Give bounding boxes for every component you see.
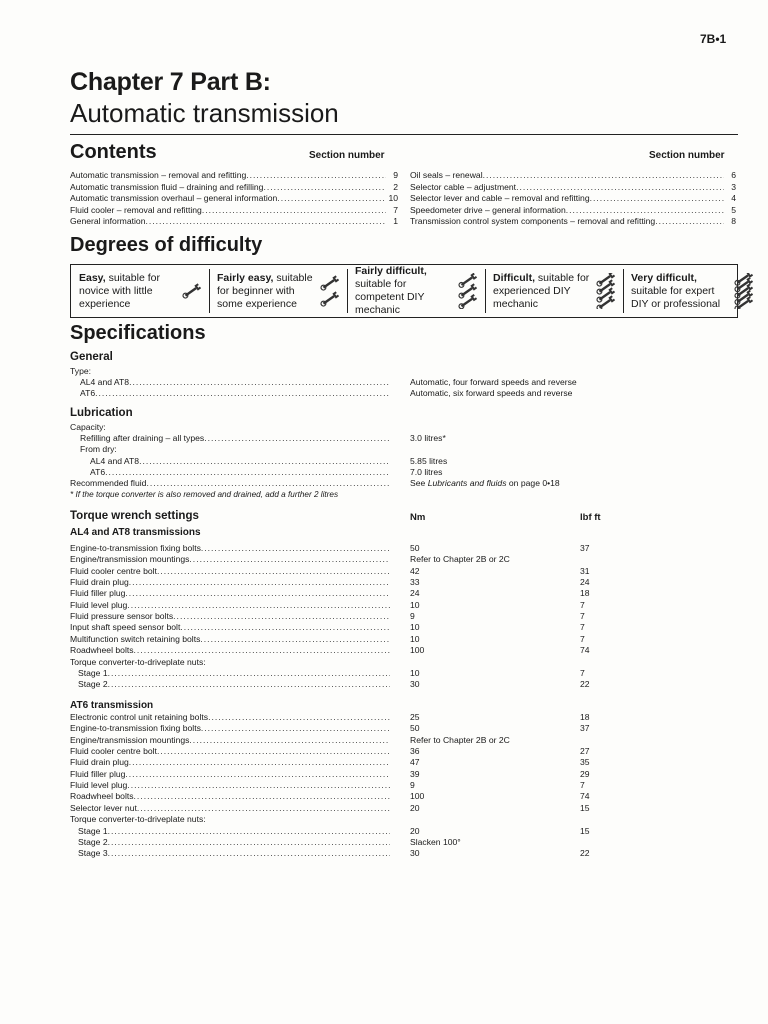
torque-label: Stage 2 — [78, 679, 108, 690]
torque-nm: 100 — [410, 645, 425, 656]
contents-item-number: 1 — [393, 216, 398, 226]
torque-label: Torque converter-to-driveplate nuts: — [70, 656, 206, 667]
contents-item-title: General information — [70, 216, 146, 226]
contents-item[interactable] — [410, 216, 736, 228]
spec-value: 3.0 litres* — [410, 433, 446, 443]
torque-lbf: 29 — [580, 768, 590, 779]
difficulty-description — [631, 272, 731, 311]
torque-nm: 42 — [410, 565, 420, 576]
torque-label: Multifunction switch retaining bolts — [70, 633, 201, 644]
torque-lbf: 7 — [580, 622, 585, 633]
difficulty-label: Fairly easy, — [217, 271, 274, 284]
torque-label: Roadwheel bolts — [70, 791, 134, 802]
torque-row — [70, 679, 738, 690]
difficulty-description — [79, 272, 179, 311]
spec-value: Automatic, four forward speeds and reverse — [410, 377, 577, 387]
difficulty-level-4 — [485, 265, 623, 317]
title-rule — [70, 134, 738, 135]
torque-label: Roadwheel bolts — [70, 645, 134, 656]
torque-row — [70, 611, 738, 622]
contents-item-number: 6 — [731, 170, 736, 180]
spec-row — [70, 467, 738, 478]
contents-item-number: 8 — [731, 216, 736, 226]
spec-label: AT6 — [80, 388, 96, 398]
contents-item-title: Automatic transmission fluid – draining and refilling — [70, 181, 264, 192]
difficulty-text: suitable for experienced DIY mechanic — [493, 271, 590, 310]
difficulty-description — [493, 272, 593, 311]
contents-list-left — [70, 170, 398, 228]
torque-label: Engine-to-transmission fixing bolts — [70, 543, 201, 553]
torque-row — [70, 543, 738, 554]
torque-lbf: 18 — [580, 588, 590, 599]
chapter-subtitle: Automatic transmission — [70, 98, 339, 128]
torque-row — [70, 723, 738, 734]
torque-label: Fluid cooler centre bolt — [70, 565, 157, 576]
torque-lbf: 7 — [580, 611, 585, 622]
torque-nm: 9 — [410, 780, 415, 791]
difficulty-heading: Degrees of difficulty — [70, 234, 263, 256]
torque-nm: 24 — [410, 588, 420, 599]
contents-item-title: Automatic transmission overhaul – general information — [70, 193, 278, 203]
general-heading: General — [70, 351, 113, 363]
spec-value: 5.85 litres — [410, 456, 448, 466]
spec-label: AL4 and AT8 — [80, 377, 130, 387]
difficulty-level-3 — [347, 265, 485, 317]
torque-label: Selector lever nut — [70, 802, 137, 813]
torque-row — [70, 668, 738, 679]
torque-label: Electronic control unit retaining bolts — [70, 712, 209, 722]
column-header-lbf: lbf ft — [580, 512, 601, 523]
specifications-heading: Specifications — [70, 322, 206, 344]
torque-row — [70, 848, 738, 859]
spanner-icon — [731, 273, 757, 309]
torque-label: Fluid filler plug — [70, 588, 126, 599]
torque-label: Stage 2 — [78, 836, 108, 847]
spec-label: AL4 and AT8 — [90, 456, 140, 466]
difficulty-text: suitable for competent DIY mechanic — [355, 278, 425, 316]
al4-heading: AL4 and AT8 transmissions — [70, 527, 201, 538]
contents-item[interactable] — [410, 182, 736, 194]
torque-row — [70, 712, 738, 723]
torque-lbf: 37 — [580, 543, 590, 553]
torque-label: Fluid level plug — [70, 599, 128, 610]
torque-nm: 36 — [410, 746, 420, 757]
torque-label: Engine/transmission mountings — [70, 554, 190, 565]
spanner-icon — [455, 273, 481, 309]
torque-nm: 50 — [410, 543, 420, 553]
torque-label: Stage 1 — [78, 825, 108, 836]
torque-lbf: 15 — [580, 802, 590, 813]
torque-lbf: 7 — [580, 633, 585, 644]
torque-lbf: 18 — [580, 712, 590, 722]
column-header-nm: Nm — [410, 512, 426, 523]
torque-label: Fluid drain plug — [70, 757, 129, 768]
torque-row — [70, 600, 738, 611]
torque-nm: 10 — [410, 622, 420, 633]
spec-row — [70, 433, 738, 444]
torque-row — [70, 780, 738, 791]
torque-lbf: 37 — [580, 723, 590, 734]
torque-label: Stage 1 — [78, 667, 108, 678]
spec-label: AT6 — [90, 467, 106, 477]
contents-item-number: 5 — [731, 204, 736, 215]
torque-nm: 33 — [410, 577, 420, 588]
torque-row — [70, 837, 738, 848]
difficulty-label: Fairly difficult, — [355, 265, 427, 277]
torque-lbf: 15 — [580, 825, 590, 836]
spec-row — [70, 478, 738, 489]
torque-lbf: 35 — [580, 757, 590, 768]
spec-label: From dry: — [80, 444, 117, 454]
contents-item[interactable] — [70, 216, 398, 228]
torque-label: Torque converter-to-driveplate nuts: — [70, 814, 206, 825]
contents-item-number: 10 — [388, 193, 398, 203]
torque-label: Fluid level plug — [70, 780, 128, 791]
difficulty-label: Very difficult, — [631, 271, 697, 284]
torque-row — [70, 769, 738, 780]
at6-heading: AT6 transmission — [70, 700, 154, 711]
footnote: * If the torque converter is also removed and drained, add a further 2 litres — [70, 490, 339, 499]
difficulty-description — [217, 272, 317, 311]
torque-nm: 10 — [410, 599, 420, 610]
torque-label: Fluid pressure sensor bolts — [70, 611, 174, 622]
contents-item[interactable] — [70, 182, 398, 194]
contents-item-number: 4 — [731, 193, 736, 203]
torque-row — [70, 566, 738, 577]
difficulty-label: Easy, — [79, 271, 106, 284]
contents-item[interactable] — [410, 205, 736, 217]
torque-row — [70, 746, 738, 757]
torque-row — [70, 645, 738, 656]
difficulty-level-1 — [71, 265, 209, 317]
torque-row — [70, 826, 738, 837]
spec-label: Recommended fluid — [70, 478, 147, 488]
contents-item[interactable] — [410, 193, 736, 205]
torque-lbf: 7 — [580, 667, 585, 678]
spec-row — [70, 388, 738, 399]
torque-lbf: 22 — [580, 679, 590, 690]
contents-item[interactable] — [70, 170, 398, 182]
difficulty-text: suitable for novice with little experience — [79, 271, 160, 310]
spanner-icon — [593, 273, 619, 309]
torque-nm: 10 — [410, 667, 420, 678]
spec-label: Refilling after draining – all types — [80, 433, 205, 443]
torque-lbf: 74 — [580, 645, 590, 656]
spanner-icon — [317, 273, 343, 309]
contents-item[interactable] — [410, 170, 736, 182]
torque-row — [70, 554, 738, 565]
torque-label: Stage 3 — [78, 848, 108, 859]
chapter-title: Chapter 7 Part B: — [70, 68, 271, 96]
contents-item-number: 7 — [393, 204, 398, 215]
torque-row — [70, 814, 738, 825]
torque-lbf: 7 — [580, 599, 585, 610]
torque-label: Fluid filler plug — [70, 768, 126, 779]
spec-row — [70, 377, 738, 388]
torque-label: Engine/transmission mountings — [70, 734, 190, 745]
contents-item-title: Speedometer drive – general information — [410, 204, 566, 215]
section-number-label-left: Section number — [309, 150, 385, 161]
spec-value: 7.0 litres — [410, 467, 443, 477]
difficulty-level-2 — [209, 265, 347, 317]
contents-item-title: Fluid cooler – removal and refitting — [70, 204, 202, 215]
torque-nm: 30 — [410, 679, 420, 690]
torque-nm: Slacken 100° — [410, 836, 461, 847]
torque-row — [70, 622, 738, 633]
spec-row — [70, 422, 738, 433]
contents-item-number: 2 — [393, 181, 398, 192]
torque-nm: 30 — [410, 848, 420, 859]
difficulty-label: Difficult, — [493, 271, 535, 284]
spec-row — [70, 456, 738, 467]
contents-item[interactable] — [70, 205, 398, 217]
torque-row — [70, 588, 738, 599]
torque-lbf: 24 — [580, 577, 590, 588]
torque-label: Input shaft speed sensor bolt — [70, 622, 181, 633]
difficulty-text: suitable for expert DIY or professional — [631, 284, 721, 310]
contents-item-title: Transmission control system components – removal and refitting — [410, 216, 656, 226]
torque-row — [70, 634, 738, 645]
torque-row — [70, 757, 738, 768]
difficulty-level-5 — [623, 265, 761, 317]
difficulty-text: suitable for beginner with some experience — [217, 271, 313, 310]
torque-nm: 100 — [410, 791, 425, 802]
torque-lbf: 27 — [580, 746, 590, 757]
contents-item-number: 3 — [731, 181, 736, 192]
torque-nm: 39 — [410, 768, 420, 779]
torque-row — [70, 577, 738, 588]
contents-list-right — [410, 170, 736, 228]
spanner-icon — [179, 273, 205, 309]
section-number-label-right: Section number — [649, 150, 725, 161]
torque-label: Fluid drain plug — [70, 577, 129, 588]
torque-row — [70, 803, 738, 814]
spec-row — [70, 444, 738, 455]
torque-nm: Refer to Chapter 2B or 2C — [410, 554, 510, 565]
contents-item-number: 9 — [393, 170, 398, 180]
torque-row — [70, 791, 738, 802]
contents-item-title: Automatic transmission – removal and refitting — [70, 170, 247, 180]
spec-label: Capacity: — [70, 422, 106, 432]
spec-value: See Lubricants and fluids on page 0•18 — [410, 478, 560, 488]
torque-nm: 9 — [410, 611, 415, 622]
contents-item-title: Selector cable – adjustment — [410, 181, 517, 192]
torque-heading: Torque wrench settings — [70, 510, 199, 522]
spec-row — [70, 366, 738, 377]
torque-lbf: 31 — [580, 565, 590, 576]
torque-lbf: 74 — [580, 791, 590, 802]
torque-nm: Refer to Chapter 2B or 2C — [410, 734, 510, 745]
torque-row — [70, 735, 738, 746]
contents-heading: Contents — [70, 141, 157, 163]
contents-item-title: Oil seals – renewal — [410, 170, 483, 180]
contents-item[interactable] — [70, 193, 398, 205]
lubrication-heading: Lubrication — [70, 407, 133, 419]
torque-lbf: 22 — [580, 848, 590, 859]
torque-nm: 10 — [410, 633, 420, 644]
page-number: 7B•1 — [700, 32, 727, 46]
torque-label: Fluid cooler centre bolt — [70, 746, 157, 757]
torque-nm: 20 — [410, 825, 420, 836]
spec-value: Automatic, six forward speeds and reverse — [410, 388, 573, 398]
contents-item-title: Selector lever and cable – removal and refitting — [410, 193, 590, 203]
torque-row — [70, 657, 738, 668]
torque-nm: 25 — [410, 712, 420, 722]
torque-nm: 20 — [410, 802, 420, 813]
torque-label: Engine-to-transmission fixing bolts — [70, 723, 201, 734]
torque-nm: 47 — [410, 757, 420, 768]
difficulty-description — [355, 265, 455, 317]
torque-lbf: 7 — [580, 780, 585, 791]
difficulty-table — [70, 264, 738, 318]
spec-label: Type: — [70, 366, 92, 376]
torque-nm: 50 — [410, 723, 420, 734]
